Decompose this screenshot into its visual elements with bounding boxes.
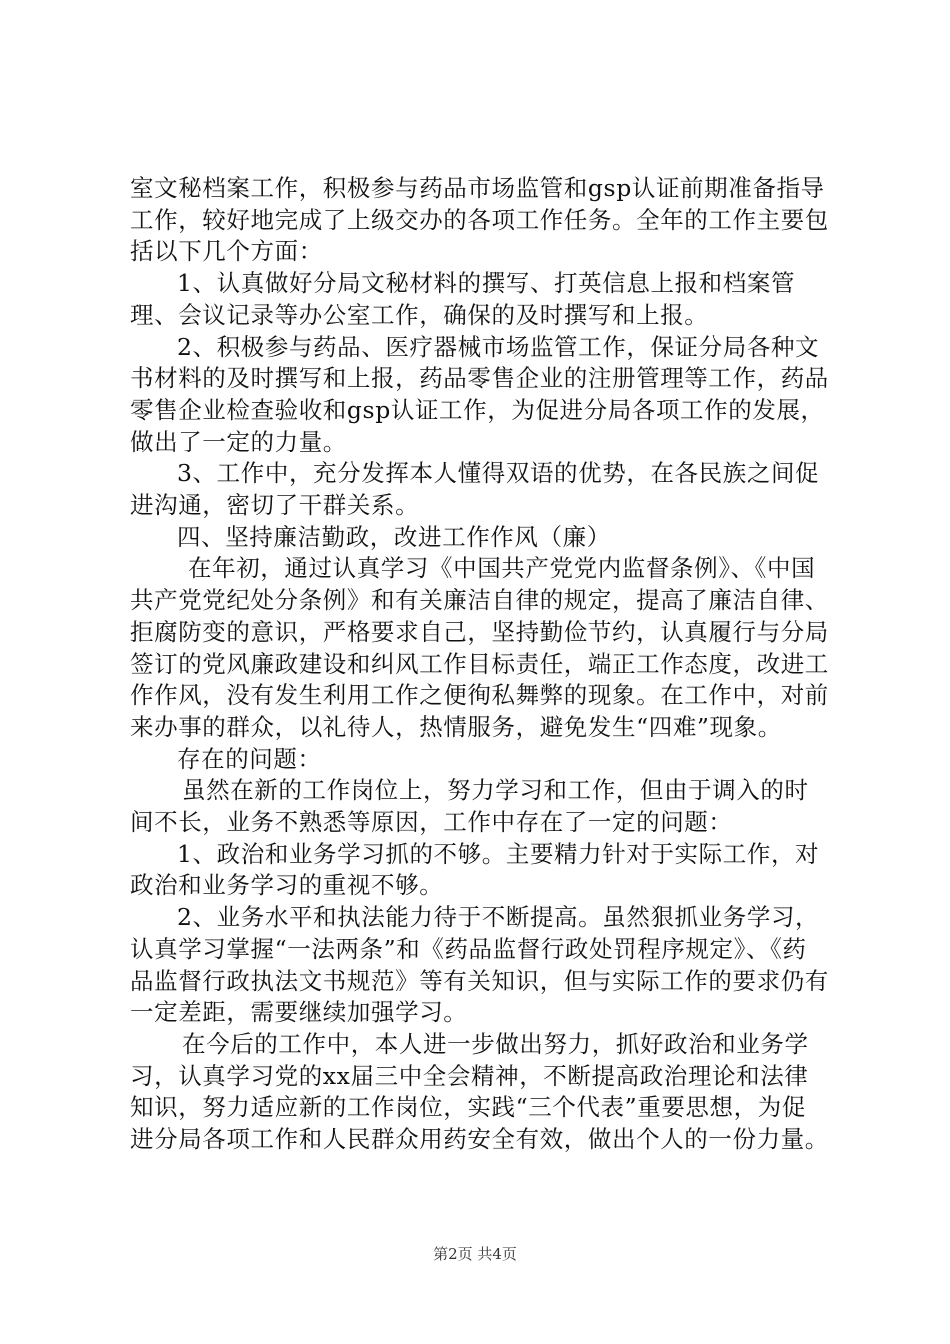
section-heading-4: 四、坚持廉洁勤政，改进工作作风（廉） [177, 522, 611, 551]
paragraph-item-2: 2、积极参与药品、医疗器械市场监管工作，保证分局各种文书材料的及时撰写和上报，药品零售企业的注册管理等工作，药品零售企业检查验收和gsp认证工作，为促进分局各项工作的发展，做出了一定的力量。 [130, 332, 829, 456]
page-footer: 第2页 共4页 [433, 1245, 517, 1263]
paragraph-item-3: 3、工作中，充分发挥本人懂得双语的优势，在各民族之间促进沟通，密切了干群关系。 [130, 459, 820, 520]
paragraph-future-plan: 在今后的工作中，本人进一步做出努力，抓好政治和业务学习，认真学习党的xx届三中全会精神，不断提高政治理论和法律知识，努力适应新的工作岗位，实践“三个代表”重要思想，为促进分局各项工作和人民群众用药安全有效，做出个人的一份力量。 [130, 1029, 829, 1154]
paragraph-problem-2: 2、业务水平和执法能力待于不断提高。虽然狠抓业务学习，认真学习掌握“一法两条”和《药品监督行政处罚程序规定》、《药品监督行政执法文书规范》等有关知识，但与实际工作的要求仍有一定差距，需要继续加强学习。 [130, 903, 829, 1027]
section-heading-problems: 存在的问题： [177, 744, 322, 773]
paragraph-integrity: 在年初，通过认真学习《中国共产党党内监督条例》、《中国共产党党纪处分条例》和有关廉洁自律的规定，提高了廉洁自律、拒腐防变的意识，严格要求自己，坚持勤俭节约，认真履行与分局签订的党风廉政建设和纠风工作目标责任，端正工作态度，改进工作作风，没有发生利用工作之便徇私舞弊的现象。在工作中，对前来办事的群众，以礼待人，热情服务，避免发生“四难”现象。 [130, 554, 829, 741]
paragraph-intro-continued: 室文秘档案工作，积极参与药品市场监管和gsp认证前期准备指导工作，较好地完成了上级交办的各项工作任务。全年的工作主要包括以下几个方面： [130, 174, 829, 266]
paragraph-problems-intro: 虽然在新的工作岗位上，努力学习和工作，但由于调入的时间不长，业务不熟悉等原因，工作中存在了一定的问题： [130, 776, 809, 837]
document-body [130, 173, 830, 1156]
paragraph-item-1: 1、认真做好分局文秘材料的撰写、打英信息上报和档案管理、会议记录等办公室工作，确保的及时撰写和上报。 [130, 269, 796, 329]
paragraph-problem-1: 1、政治和业务学习抓的不够。主要精力针对于实际工作，对政治和业务学习的重视不够。 [130, 839, 820, 900]
